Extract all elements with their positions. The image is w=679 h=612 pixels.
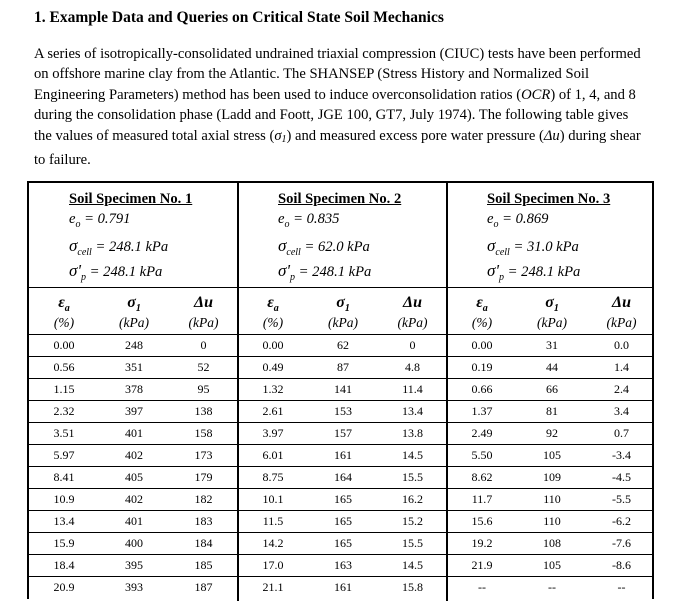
table-cell: 179	[194, 470, 213, 484]
table-cell: 95	[197, 382, 210, 396]
column-unit: (%)	[262, 315, 284, 330]
table-cell: 378	[125, 382, 143, 396]
column-header	[587, 288, 656, 334]
table-cell: 2.32	[53, 404, 75, 418]
table-cell: 0.00	[53, 338, 75, 352]
table-row	[29, 422, 652, 444]
table-row	[29, 444, 652, 466]
table-cell: 164	[334, 470, 352, 484]
table-cell: 44	[546, 360, 558, 374]
table-cell: 165	[334, 514, 352, 528]
column-header	[238, 288, 308, 334]
table-cell: 1.4	[614, 360, 629, 374]
column-symbol: Δu	[612, 294, 631, 311]
column-header-row	[29, 287, 652, 334]
table-cell: 52	[197, 360, 210, 374]
column-unit: (kPa)	[328, 315, 358, 330]
column-unit: (kPa)	[606, 315, 637, 330]
table-cell: -3.4	[612, 448, 631, 462]
table-cell: 8.75	[262, 470, 284, 484]
table-cell: 15.6	[471, 514, 493, 528]
table-cell: 248	[125, 338, 143, 352]
table-cell: 13.8	[402, 426, 423, 440]
void-ratio: $e_o = 0.835$	[278, 211, 340, 230]
table-cell: 105	[543, 558, 561, 572]
table-cell: 182	[194, 492, 213, 506]
table-cell: 31	[546, 338, 558, 352]
preconsolidation-pressure: $\sigma'_p = 248.1$ kPa	[69, 261, 163, 283]
table-cell: 11.7	[471, 492, 493, 506]
column-header	[99, 288, 169, 334]
table-cell: 2.61	[262, 404, 284, 418]
table-cell: 15.2	[402, 514, 423, 528]
table-cell: 62	[337, 338, 349, 352]
table-cell: -5.5	[612, 492, 631, 506]
table-cell: 11.5	[262, 514, 284, 528]
table-cell: 141	[334, 382, 352, 396]
preconsolidation-pressure: $\sigma'_p = 248.1$ kPa	[487, 261, 581, 283]
table-cell: 185	[194, 558, 213, 572]
intro-paragraph: A series of isotropically-consolidated undrained triaxial compression (CIUC) tests have been performed on offshore marine clay from the Atlantic. The SHANSEP (Stress History and Normalized Soil Engineering Parameters) method has been used to induce overconsolidation ratios (OCR) of 1, 4, and 8 during the consolidation phase (Ladd and Foott, JGE 100, GT7, July 1974). The following table gives the values of measured total axial stress (σ1) and measured excess pore water pressure (Δu) during shear to failure.	[34, 46, 641, 169]
column-symbol: Δu	[194, 294, 213, 311]
table-cell: 161	[334, 448, 352, 462]
table-cell: 397	[125, 404, 143, 418]
table-row	[29, 510, 652, 532]
specimen-name: Soil Specimen No. 2	[278, 191, 402, 207]
table-cell: 0.7	[614, 426, 629, 440]
table-cell: 110	[543, 514, 561, 528]
table-cell: 0.49	[262, 360, 284, 374]
cell-pressure: $\sigma_{cell} = 31.0$ kPa	[487, 236, 579, 258]
table-cell: -4.5	[612, 470, 631, 484]
table-cell: 395	[125, 558, 143, 572]
table-cell: 173	[194, 448, 213, 462]
table-cell: 405	[125, 470, 143, 484]
table-row	[29, 378, 652, 400]
column-header	[308, 288, 378, 334]
table-cell: 183	[194, 514, 213, 528]
table-cell: 401	[125, 426, 143, 440]
column-unit: (%)	[53, 315, 75, 330]
column-symbol: $\varepsilon_a$	[267, 294, 279, 315]
table-cell: 13.4	[402, 404, 423, 418]
table-cell: 393	[125, 580, 143, 594]
table-cell: 402	[125, 492, 143, 506]
table-cell: 18.4	[53, 558, 75, 572]
table-cell: 11.4	[402, 382, 423, 396]
table-cell: 187	[194, 580, 213, 594]
table-cell: 105	[543, 448, 561, 462]
specimen-header-3	[447, 183, 656, 287]
table-cell: 138	[194, 404, 213, 418]
table-cell: 0.0	[614, 338, 629, 352]
column-symbol: $\sigma_1$	[336, 294, 350, 315]
specimen-header-1	[29, 183, 238, 287]
column-unit: (kPa)	[188, 315, 219, 330]
table-cell: 0.56	[53, 360, 75, 374]
void-ratio: $e_o = 0.791$	[69, 211, 131, 230]
table-row	[29, 400, 652, 422]
column-unit: (kPa)	[537, 315, 567, 330]
table-cell: 0.00	[262, 338, 284, 352]
table-cell: 13.4	[53, 514, 75, 528]
table-row	[29, 532, 652, 554]
table-cell: 5.50	[471, 448, 493, 462]
table-cell: -6.2	[612, 514, 631, 528]
table-cell: 0	[200, 338, 207, 352]
column-header	[378, 288, 447, 334]
table-cell: 0.66	[471, 382, 493, 396]
table-cell: 153	[334, 404, 352, 418]
cell-pressure: $\sigma_{cell} = 248.1$ kPa	[69, 236, 169, 258]
table-cell: 400	[125, 536, 143, 550]
table-cell: 3.4	[614, 404, 629, 418]
table-row	[29, 466, 652, 488]
specimen-name: Soil Specimen No. 1	[69, 191, 193, 207]
table-cell: 184	[194, 536, 213, 550]
cell-pressure: $\sigma_{cell} = 62.0$ kPa	[278, 236, 370, 258]
table-cell: -8.6	[612, 558, 631, 572]
column-unit: (kPa)	[119, 315, 149, 330]
table-cell: 19.2	[471, 536, 493, 550]
table-row	[29, 554, 652, 576]
table-cell: 15.8	[402, 580, 423, 594]
table-cell: 108	[543, 536, 561, 550]
table-cell: 8.62	[471, 470, 493, 484]
table-cell: 163	[334, 558, 352, 572]
specimen-name: Soil Specimen No. 3	[487, 191, 611, 207]
table-cell: 161	[334, 580, 352, 594]
column-symbol: $\varepsilon_a$	[476, 294, 488, 315]
table-cell: 15.5	[402, 536, 423, 550]
table-cell: 15.9	[53, 536, 75, 550]
table-cell: 401	[125, 514, 143, 528]
column-header	[517, 288, 587, 334]
specimen-header-2	[238, 183, 447, 287]
table-cell: 2.4	[614, 382, 629, 396]
table-cell: 0	[409, 338, 416, 352]
table-cell: 165	[334, 536, 352, 550]
table-cell: 92	[546, 426, 558, 440]
table-cell: 157	[334, 426, 352, 440]
table-cell: 8.41	[53, 470, 75, 484]
table-cell: 351	[125, 360, 143, 374]
table-cell: 20.9	[53, 580, 75, 594]
table-row	[29, 334, 652, 356]
triaxial-data-table	[27, 181, 654, 599]
table-cell: 15.5	[402, 470, 423, 484]
column-symbol: $\sigma_1$	[545, 294, 559, 315]
preconsolidation-pressure: $\sigma'_p = 248.1$ kPa	[278, 261, 372, 283]
table-cell: 21.1	[262, 580, 284, 594]
table-cell: --	[478, 580, 486, 594]
table-cell: 17.0	[262, 558, 284, 572]
table-cell: 110	[543, 492, 561, 506]
column-symbol: Δu	[403, 294, 422, 311]
table-cell: 14.2	[262, 536, 284, 550]
column-symbol: $\varepsilon_a$	[58, 294, 70, 315]
column-header	[169, 288, 238, 334]
column-header	[447, 288, 517, 334]
table-cell: --	[548, 580, 556, 594]
table-cell: 1.32	[262, 382, 284, 396]
table-cell: -7.6	[612, 536, 631, 550]
table-cell: 2.49	[471, 426, 493, 440]
column-header	[29, 288, 99, 334]
table-cell: 6.01	[262, 448, 284, 462]
table-cell: 10.1	[262, 492, 284, 506]
table-cell: 87	[337, 360, 349, 374]
table-cell: 3.51	[53, 426, 75, 440]
table-cell: 0.19	[471, 360, 493, 374]
table-cell: 21.9	[471, 558, 493, 572]
table-cell: 14.5	[402, 558, 423, 572]
column-symbol: $\sigma_1$	[127, 294, 141, 315]
table-cell: 158	[194, 426, 213, 440]
table-cell: 165	[334, 492, 352, 506]
table-row	[29, 488, 652, 510]
table-cell: 16.2	[402, 492, 423, 506]
column-unit: (%)	[471, 315, 493, 330]
table-cell: 66	[546, 382, 558, 396]
table-cell: 4.8	[405, 360, 420, 374]
table-cell: 81	[546, 404, 558, 418]
table-cell: 1.15	[53, 382, 75, 396]
void-ratio: $e_o = 0.869$	[487, 211, 549, 230]
table-cell: 402	[125, 448, 143, 462]
table-cell: 10.9	[53, 492, 75, 506]
table-cell: 109	[543, 470, 561, 484]
table-cell: 1.37	[471, 404, 493, 418]
table-cell: 5.97	[53, 448, 75, 462]
table-cell: --	[617, 580, 626, 594]
table-row	[29, 356, 652, 378]
table-cell: 0.00	[471, 338, 493, 352]
table-cell: 14.5	[402, 448, 423, 462]
column-unit: (kPa)	[397, 315, 428, 330]
table-row	[29, 576, 652, 598]
section-heading: 1. Example Data and Queries on Critical State Soil Mechanics	[34, 9, 444, 26]
table-cell: 3.97	[262, 426, 284, 440]
